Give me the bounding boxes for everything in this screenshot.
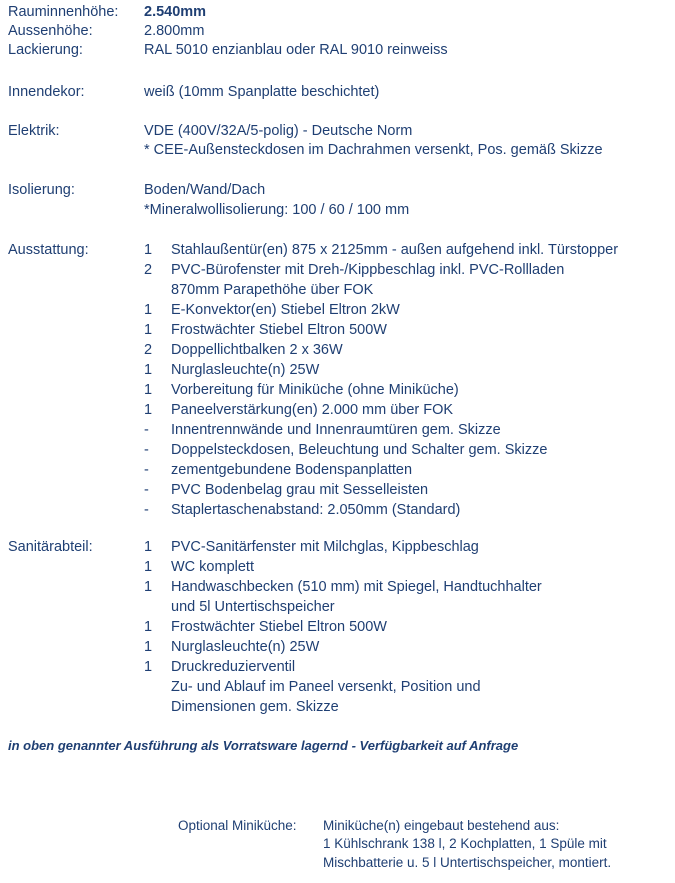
ausstattung-item-qty: - (144, 482, 149, 498)
ausstattung-item-qty: 1 (144, 402, 153, 418)
optional-line-2: 1 Kühlschrank 138 l, 2 Kochplatten, 1 Spüle mit (323, 836, 607, 851)
value-elektrik-1: VDE (400V/32A/5-polig) - Deutsche Norm (144, 123, 413, 139)
sanitaer-item-text: Dimensionen gem. Skizze (171, 699, 339, 715)
ausstattung-item-qty: - (144, 442, 149, 458)
ausstattung-item-text: E-Konvektor(en) Stiebel Eltron 2kW (171, 302, 400, 318)
optional-line-1: Miniküche(n) eingebaut bestehend aus: (323, 818, 560, 833)
ausstattung-item-qty: - (144, 422, 149, 438)
ausstattung-item-text: Stahlaußentür(en) 875 x 2125mm - außen aufgehend inkl. Türstopper (171, 242, 619, 258)
sanitaer-item-text: Handwaschbecken (510 mm) mit Spiegel, Handtuchhalter (171, 579, 542, 595)
sanitaer-item-qty: 1 (144, 539, 153, 555)
value-isolierung-1: Boden/Wand/Dach (144, 182, 266, 198)
ausstattung-item-qty: 2 (144, 262, 153, 278)
label-sanitaer: Sanitärabteil: (8, 539, 93, 555)
label-elektrik: Elektrik: (8, 123, 60, 139)
ausstattung-item-qty: 1 (144, 242, 153, 258)
ausstattung-item-text: Paneelverstärkung(en) 2.000 mm über FOK (171, 402, 454, 418)
value-aussenhoehe: 2.800mm (144, 23, 205, 39)
value-innendekor: weiß (10mm Spanplatte beschichtet) (144, 84, 380, 100)
sanitaer-item-qty: 1 (144, 659, 153, 675)
ausstattung-item-qty: - (144, 502, 149, 518)
ausstattung-item-qty: 1 (144, 322, 153, 338)
ausstattung-item-text: 870mm Parapethöhe über FOK (171, 282, 374, 298)
ausstattung-item-qty: 1 (144, 362, 153, 378)
ausstattung-item-qty: 1 (144, 382, 153, 398)
ausstattung-item-text: Vorbereitung für Miniküche (ohne Miniküche) (171, 382, 459, 398)
label-innendekor: Innendekor: (8, 84, 85, 100)
ausstattung-item-text: zementgebundene Bodenspanplatten (171, 462, 413, 478)
sanitaer-item-qty: 1 (144, 619, 153, 635)
sanitaer-item-text: und 5l Untertischspeicher (171, 599, 335, 615)
value-isolierung-2: *Mineralwollisolierung: 100 / 60 / 100 mm (144, 202, 410, 218)
sanitaer-item-text: Druckreduzierventil (171, 659, 296, 675)
value-elektrik-2: * CEE-Außensteckdosen im Dachrahmen versenkt, Pos. gemäß Skizze (144, 142, 603, 158)
ausstattung-item-text: Doppelsteckdosen, Beleuchtung und Schalter gem. Skizze (171, 442, 548, 458)
value-raumhoehe: 2.540mm (144, 4, 207, 20)
ausstattung-item-text: Innentrennwände und Innenraumtüren gem. Skizze (171, 422, 501, 438)
ausstattung-item-text: Nurglasleuchte(n) 25W (171, 362, 320, 378)
ausstattung-item-text: PVC-Bürofenster mit Dreh-/Kippbeschlag inkl. PVC-Rollladen (171, 262, 565, 278)
ausstattung-item-text: Frostwächter Stiebel Eltron 500W (171, 322, 387, 338)
optional-line-3: Mischbatterie u. 5 l Untertischspeicher, montiert. (323, 855, 612, 870)
sanitaer-item-qty: 1 (144, 559, 153, 575)
sanitaer-item-text: WC komplett (171, 559, 254, 575)
sanitaer-item-text: Nurglasleuchte(n) 25W (171, 639, 320, 655)
ausstattung-item-text: Staplertaschenabstand: 2.050mm (Standard) (171, 502, 461, 518)
label-lackierung: Lackierung: (8, 42, 83, 58)
availability-note: in oben genannter Ausführung als Vorratsware lagernd - Verfügbarkeit auf Anfrage (8, 738, 519, 753)
label-aussenhoehe: Aussenhöhe: (8, 23, 93, 39)
ausstattung-item-qty: 2 (144, 342, 153, 358)
label-optional-minikueche: Optional Miniküche: (178, 818, 297, 833)
label-ausstattung: Ausstattung: (8, 242, 89, 258)
sanitaer-item-qty: 1 (144, 639, 153, 655)
ausstattung-item-qty: - (144, 462, 149, 478)
ausstattung-item-qty: 1 (144, 302, 153, 318)
label-isolierung: Isolierung: (8, 182, 75, 198)
value-lackierung: RAL 5010 enzianblau oder RAL 9010 reinweiss (144, 42, 448, 58)
ausstattung-item-text: PVC Bodenbelag grau mit Sesselleisten (171, 482, 429, 498)
label-raumhoehe: Rauminnenhöhe: (8, 4, 119, 20)
sanitaer-item-text: Zu- und Ablauf im Paneel versenkt, Position und (171, 679, 481, 695)
sanitaer-item-qty: 1 (144, 579, 153, 595)
sanitaer-item-text: PVC-Sanitärfenster mit Milchglas, Kippbeschlag (171, 539, 479, 555)
sanitaer-item-text: Frostwächter Stiebel Eltron 500W (171, 619, 387, 635)
ausstattung-item-text: Doppellichtbalken 2 x 36W (171, 342, 343, 358)
